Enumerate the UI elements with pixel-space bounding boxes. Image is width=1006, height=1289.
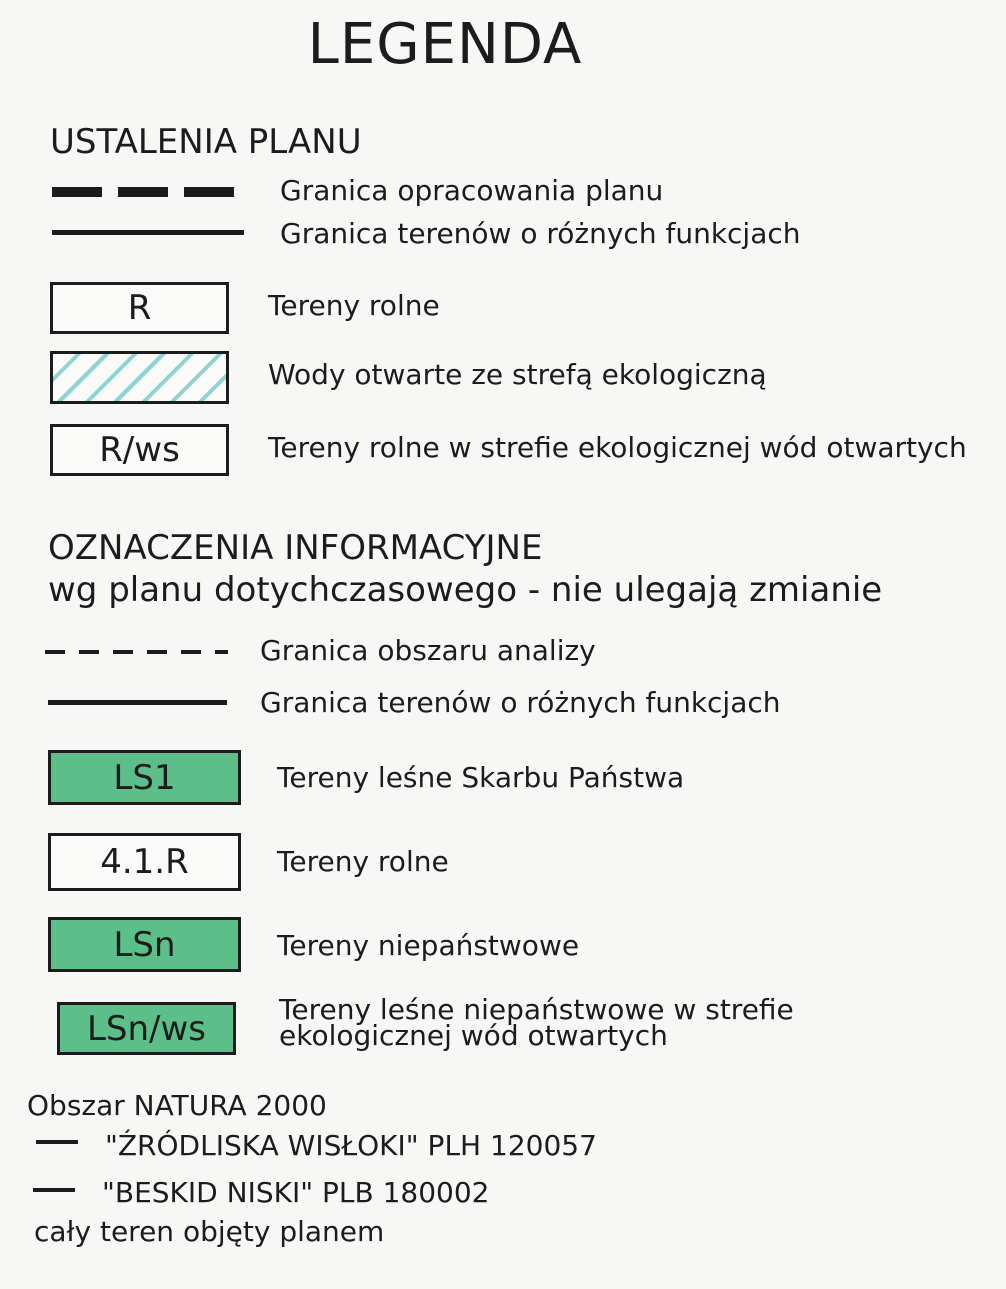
legend-symbol-r-ws: R/ws: [50, 424, 229, 476]
legend-label-lesne-skarbu: Tereny leśne Skarbu Państwa: [277, 761, 685, 794]
info-function-boundary-line-symbol: [48, 700, 227, 705]
legend-label-lesne-niepanstwowe-line2: ekologicznej wód otwartych: [279, 1019, 668, 1052]
legend-symbol-water-hatch: [50, 351, 229, 404]
natura-heading: Obszar NATURA 2000: [27, 1089, 327, 1122]
legend-label-info-tereny-rolne: Tereny rolne: [277, 845, 449, 878]
legend-label-tereny-rolne-ws: Tereny rolne w strefie ekologicznej wód otwartych: [268, 431, 967, 464]
analysis-boundary-label: Granica obszaru analizy: [260, 634, 596, 667]
plan-heading: USTALENIA PLANU: [50, 122, 362, 162]
legend-symbol-lsn: LSn: [48, 917, 241, 972]
plan-boundary-label: Granica opracowania planu: [280, 174, 664, 207]
plan-boundary-dashed-symbol: [52, 187, 234, 197]
natura-footer: cały teren objęty planem: [34, 1215, 385, 1248]
natura-label-zrodliska: "ŹRÓDLISKA WISŁOKI" PLH 120057: [105, 1129, 597, 1162]
function-boundary-line-symbol: [52, 230, 244, 235]
function-boundary-label: Granica terenów o różnych funkcjach: [280, 217, 801, 250]
legend-label-wody-otwarte: Wody otwarte ze strefą ekologiczną: [268, 358, 767, 391]
legend-label-niepanstwowe: Tereny niepaństwowe: [277, 929, 580, 962]
legend-label-lesne-niepanstwowe-line1: Tereny leśne niepaństwowe w strefie: [279, 993, 794, 1026]
legend-label-tereny-rolne: Tereny rolne: [268, 289, 440, 322]
info-heading-line2: wg planu dotychczasowego - nie ulegają zmianie: [48, 570, 883, 610]
natura-label-beskid: "BESKID NISKI" PLB 180002: [102, 1176, 490, 1209]
analysis-boundary-dashed-symbol: [45, 650, 228, 654]
info-function-boundary-label: Granica terenów o różnych funkcjach: [260, 686, 781, 719]
legend-symbol-ls1: LS1: [48, 750, 241, 805]
info-heading-line1: OZNACZENIA INFORMACYJNE: [48, 528, 543, 568]
legend-symbol-lsn-ws: LSn/ws: [57, 1002, 236, 1055]
natura-symbol-zrodliska: [36, 1140, 78, 1144]
legend-symbol-r: R: [50, 282, 229, 334]
legend-symbol-4-1-r: 4.1.R: [48, 833, 241, 891]
natura-symbol-beskid: [33, 1188, 75, 1192]
legend-title: LEGENDA: [307, 12, 583, 77]
